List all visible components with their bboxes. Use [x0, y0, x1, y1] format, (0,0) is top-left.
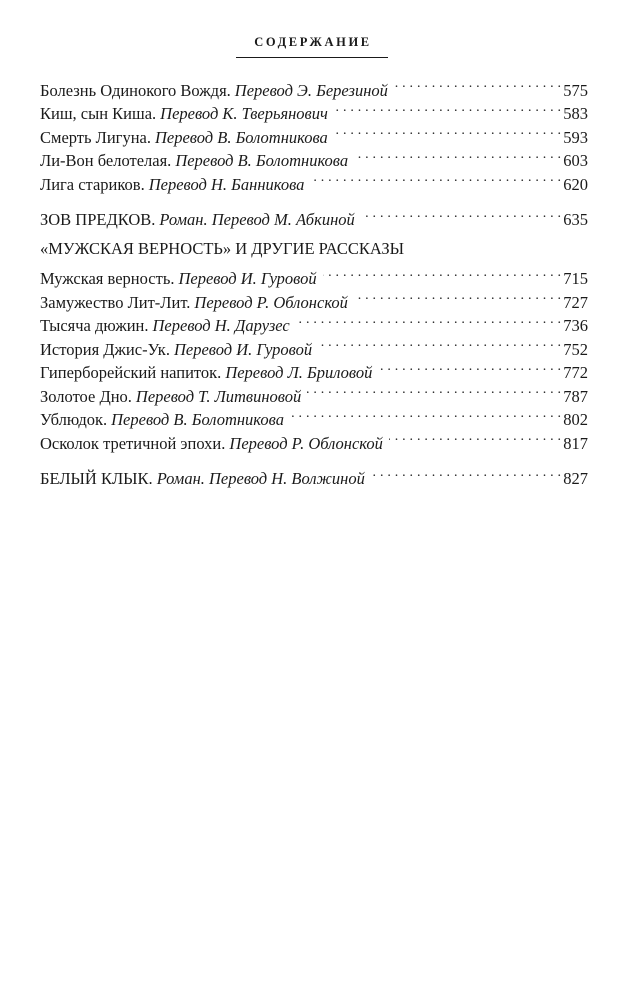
page-header	[0, 35, 626, 50]
dot-leader	[354, 284, 561, 308]
toc-entry[interactable]	[40, 202, 588, 229]
page-title: СОДЕРЖАНИЕ	[254, 35, 372, 49]
entry-title: Осколок третичной эпохи.	[40, 433, 226, 453]
entry-title: ЗОВ ПРЕДКОВ.	[40, 210, 156, 229]
entry-translator: Перевод В. Болотникова	[154, 127, 328, 147]
entry-title: Ли-Вон белотелая.	[40, 151, 172, 170]
entry-title: Гиперборейский напиток.	[40, 363, 222, 382]
entry-page-number: 715	[563, 269, 588, 288]
dot-leader	[361, 202, 562, 226]
entry-page-number: 827	[563, 469, 588, 488]
entry-translator: Перевод Л. Бриловой	[225, 363, 373, 382]
header-rule	[236, 57, 388, 58]
entry-title: Замужество Лит-Лит.	[40, 292, 191, 312]
entry-translator: Перевод Н. Банникова	[148, 174, 305, 194]
entry-page-number: 603	[563, 151, 588, 170]
dot-leader	[389, 425, 561, 449]
entry-page-number: 635	[563, 210, 588, 229]
entry-page-number: 727	[563, 292, 588, 312]
dot-leader	[334, 119, 561, 143]
dot-leader	[296, 308, 562, 332]
entry-title: Болезнь Одинокого Вождя.	[40, 80, 231, 100]
entry-title: БЕЛЫЙ КЛЫК.	[40, 469, 153, 488]
entry-translator: Роман. Перевод Н. Волжиной	[156, 469, 365, 488]
entry-translator: Перевод В. Болотникова	[175, 151, 349, 170]
entry-translator: Перевод И. Гуровой	[173, 339, 313, 359]
dot-leader	[310, 166, 561, 190]
toc-entry[interactable]	[40, 461, 588, 488]
toc-group	[40, 202, 588, 229]
dot-leader	[334, 96, 561, 120]
dot-leader	[394, 72, 561, 96]
entry-title: История Джис-Ук.	[40, 339, 170, 359]
entry-title: Смерть Лигуна.	[40, 127, 151, 147]
entry-page-number: 752	[563, 339, 588, 359]
dot-leader	[323, 261, 562, 285]
dot-leader	[307, 378, 561, 402]
toc-group	[40, 72, 588, 194]
toc-entry[interactable]	[40, 261, 588, 288]
dot-leader	[354, 143, 561, 167]
dot-leader	[290, 402, 561, 426]
entry-page-number: 802	[563, 410, 588, 429]
toc-entry[interactable]	[40, 72, 588, 100]
entry-page-number: 593	[563, 127, 588, 147]
entry-translator: Перевод Р. Облонской	[194, 292, 348, 312]
entry-translator: Перевод В. Болотникова	[111, 410, 284, 429]
entry-title: Золотое Дно.	[40, 386, 132, 406]
dot-leader	[371, 461, 561, 485]
entry-title: Мужская верность.	[40, 269, 175, 288]
entry-translator: Перевод И. Гуровой	[178, 269, 317, 288]
dot-leader	[378, 355, 561, 379]
entry-translator: Перевод Н. Дарузес	[152, 316, 290, 335]
entry-translator: Перевод Э. Березиной	[234, 80, 388, 100]
entry-page-number: 736	[563, 316, 588, 335]
entry-page-number: 575	[563, 80, 588, 100]
entry-translator: Перевод Р. Облонской	[229, 433, 383, 453]
entry-translator: Роман. Перевод М. Абкиной	[159, 210, 355, 229]
entry-translator: Перевод Т. Литвиновой	[135, 386, 302, 406]
entry-translator: Перевод К. Тверьянович	[160, 104, 328, 123]
entry-title: Тысяча дюжин.	[40, 316, 149, 335]
table-of-contents	[40, 72, 588, 488]
entry-page-number: 787	[563, 386, 588, 406]
entry-page-number: 817	[563, 433, 588, 453]
section-heading: «МУЖСКАЯ ВЕРНОСТЬ» И ДРУГИЕ РАССКАЗЫ	[40, 239, 404, 258]
entry-title: Киш, сын Киша.	[40, 104, 157, 123]
toc-group	[40, 461, 588, 488]
entry-page-number: 583	[563, 104, 588, 123]
entry-title: Лига стариков.	[40, 174, 145, 194]
dot-leader	[318, 331, 561, 355]
toc-group	[40, 237, 588, 453]
entry-page-number: 620	[563, 174, 588, 194]
entry-title: Ублюдок.	[40, 410, 108, 429]
entry-page-number: 772	[563, 363, 588, 382]
